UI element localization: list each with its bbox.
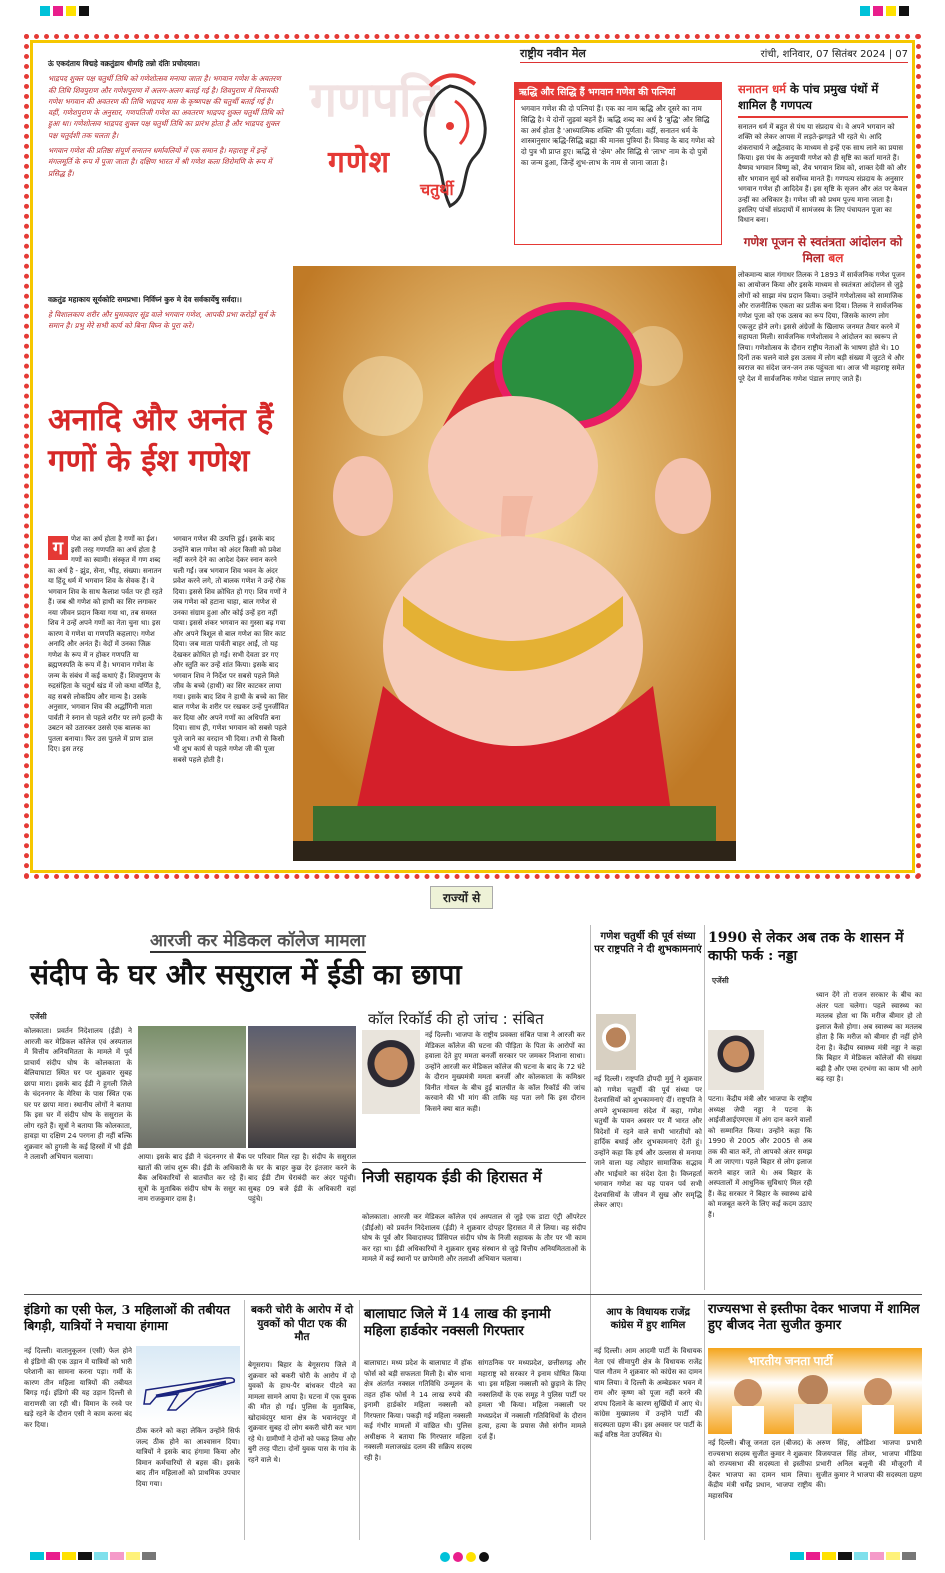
logo-subtitle: चतुर्थी [420,180,454,199]
lead-col-2: आया। इसके बाद ईडी ने चंदननगर से बैंक खातों की जांच शुरू की। ईडी के अधिकारी बैंक अधिकारियों से बातचीत कर रहे हैं। सूत्रों के मुताबिक संदीप घोष के ससुर का नाम राजकुमार दास है। [138,1153,246,1203]
nadda-photo [708,1030,764,1090]
nadda-headline: 1990 से लेकर अब तक के शासन में काफी फर्क : नड्डा [708,930,904,964]
bjd-text-2: अरुण सिंह, ओडिशा भाजपा प्रभारी विजयपाल सिंह तोमर, भाजपा मीडिया प्रभारी अनिल बलूनी की मौजूदगी में सुजीत कुमार ने भाजपा की सदस्यता ग्रहण की। [816,1439,922,1489]
mantra-meaning: हे विशालकाय शरीर और घुमावदार सूंड वाले भगवान गणेश, आपकी प्रभा करोड़ों सूर्य के समान है। प्रभु मेरे सभी कार्य को बिना विघ्न के पूरा करें। [48,309,276,330]
ganpatya-text: सनातन धर्म में बहुत से पंथ या संप्रदाय थे। वे अपने भगवान को शक्ति को लेकर आपस में लड़ते-झगड़ते भी रहते थे। आदि शंकराचार्य ने अद्वैतवाद के माध्यम से इन्हें एक साथ लाने का प्रयास किया। इस पंथ के अनुयायी गणेश को ही सृष्टि का कर्ता मानते हैं। वैष्णव भगवान विष्णु को, शैव भगवान शिव को, शाक्त देवी को और सौर भगवान सूर्य को सर्वोच्च मानते हैं। गणपत्य संप्रदाय के अनुसार भगवान गणेश ही आदिदेव हैं। इस सृष्टि के सृजन और अंत पर केवल उन्हीं का अधिकार है। गणेश जी को प्रथम पूज्य माना जाता है। इसलिए पांचों संप्रदायों में सामंजस्य के लिए पंचायतन पूजा का विधान बना। [738,123,908,225]
ganesh-idol-image [293,266,736,861]
party-banner-text: भारतीय जनता पार्टी [748,1354,833,1368]
balaghat-text-2: सांगठनिक पर मध्यप्रदेश, छत्तीसगढ़ और महाराष्ट्र को सरकार ने इनाम घोषित किया था। इस महिला नक्सली को छुड़ाने के लिए नक्सलियों के एक समूह ने पुलिस पार्टी पर हमला भी किया। महिला नक्सली पर मध्यप्रदेश में नक्सली गतिविधियों के दौरान हत्या, हत्या के प्रयास जैसे संगीन मामले दर्ज हैं। [478,1359,586,1441]
lead-byline: एजेंसी [30,1012,47,1021]
special-article [48,534,290,765]
ed-custody-headline: निजी सहायक ईडी की हिरासत में [362,1168,542,1186]
riddhi-siddhi-box [514,82,722,245]
ed-raid-photo-2 [248,1026,356,1148]
footer-colorbar-right [790,1552,916,1560]
mantra-quote: वक्रतुंड महाकाय सूर्यकोटि समप्रभा। निर्विघ्नं कुरु मे देव सर्वकार्येषु सर्वदा।। [48,295,242,304]
dropcap: ग [48,536,68,560]
intro-text [48,58,286,183]
ed-raid-photo-1 [138,1026,246,1148]
bjd-text: नई दिल्ली। बीजू जनता दल (बीजद) के राज्यसभा सदस्य सुजीत कुमार ने शुक्रवार को राज्यसभा की सदस्यता से इस्तीफा देकर भाजपा का दामन थाम लिया। केंद्रीय मंत्री धर्मेंद्र प्रधान, भाजपा राष्ट्रीय महासचिव [708,1439,812,1500]
paper-name: राष्ट्रीय नवीन मेल [520,47,586,60]
section-label: राज्यों से [430,886,493,909]
sambit-text: नई दिल्ली। भाजपा के राष्ट्रीय प्रवक्ता संबित पात्रा ने आरजी कर मेडिकल कॉलेज की घटना की पीड़िता के पिता के आरोपों का हवाला देते हुए ममता बनर्जी सरकार पर जमकर निशाना साधा। उन्होंने आरजी कर मेडिकल कॉलेज की घटना के बाद के 72 घंटे के दौरान मुख्यमंत्री ममता बनर्जी और कोलकाता के कमिश्नर विनीत गोयल के बीच हुई बातचीत के कॉल रिकॉर्ड की जांच करवाने की भी मांग की ताकि यह पता लगे कि इस दौरान किसने क्या बात कही। [425,1031,585,1113]
intro-mantra: ऊं एकदंताय विद्महे वक्रतुंडाय धीमहि तन्नो दंतिः प्रचोदयात। [48,59,201,68]
logo-title: गणेश [328,145,390,180]
balaghat-headline: बालाघाट जिले में 14 लाख की इनामी महिला हार्डकोर नक्सली गिरफ्तार [364,1306,551,1339]
mantra-box [48,295,286,332]
right-column [738,82,908,384]
sambit-patra-photo [362,1030,420,1114]
nadda-text: पटना। केंद्रीय मंत्री और भाजपा के राष्ट्रीय अध्यक्ष जेपी नड्डा ने पटना के आईजीआईएमएस में अंग दान करने वालों को सम्मानित किया। उन्होंने कहा कि 1990 से 2005 और 2005 से अब तक की बात करें, तो आपको अंतर समझ में आ जाएगा। पहले बिहार से लोग इलाज कराने बाहर जाते थे। अब बिहार के अस्पतालों में आधुनिक सुविधाएं मिल रही हैं। केंद्र सरकार ने बिहार के स्वास्थ्य ढांचे को मजबूत करने के लिए कई कदम उठाए हैं। [708,1095,812,1219]
registration-marks-top-right [860,6,909,16]
registration-marks-top [40,6,89,16]
vrule-1 [590,925,591,1540]
indigo-headline: इंडिगो का एसी फेल, 3 महिलाओं की तबीयत बिगड़ी, यात्रियों ने मचाया हंगामा [24,1302,230,1333]
indigo-text: नई दिल्ली। वातानुकूलन (एसी) फेल होने से इंडिगो की एक उड़ान में यात्रियों को भारी परेशानी का सामना करना पड़ा। गर्मी के कारण तीन महिला यात्रियों की तबीयत बिगड़ गई। इंडिगो की यह उड़ान दिल्ली से वाराणसी जा रही थी। विमान के रनवे पर खड़े रहने के दौरान एसी ने काम करना बंद कर दिया। [24,1347,132,1429]
goat-text: बेगूसराय। बिहार के बेगूसराय जिले में शुक्रवार को बकरी चोरी के आरोप में दो युवकों के हाथ-पैर बांधकर पीटने का मामला सामने आया है। घटना में एक युवक की मौत हो गई। पुलिस के मुताबिक, खोदावंदपुर थाना क्षेत्र के भवानंदपुर में शुक्रवार सुबह दो लोग बकरी चोरी कर भाग रहे थे। ग्रामीणों ने दोनों को पकड़ लिया और बुरी तरह पीटा। दोनों युवक पास के गांव के रहने वाले थे। [248,1361,356,1464]
vrule-4 [359,1300,360,1540]
rule-ed [362,1162,586,1163]
bjd-headline: राज्यसभा से इस्तीफा देकर भाजपा में शामिल हुए बीजद नेता सुजीत कुमार [708,1302,920,1334]
lead-col-1: कोलकाता। प्रवर्तन निदेशालय (ईडी) ने आरजी कर मेडिकल कॉलेज एवं अस्पताल में वित्तीय अनियमितता के मामले में पूर्व प्राचार्य संदीप घोष के कोलकाता के बेलियाघाटा स्थित घर पर शुक्रवार सुबह छापा मारा। इसके बाद ईडी ने हुगली जिले के चंदननगर के मेरिया के पास स्थित एक घर पर छापा मारा। स्थानीय लोगों ने बताया कि इस घर में संदीप घोष के ससुराल के लोग रहते हैं। सूत्रों ने बताया कि कोलकाता, हावड़ा या दक्षिण 24 परगना ही नहीं बल्कि शुक्रवार को हुगली के कई हिस्सों में भी ईडी ने तलाशी अभियान चलाया। [24,1027,132,1161]
vrule-3 [244,1300,245,1540]
nadda-text-2: ध्यान देंगे तो राजन सरकार के बीच का अंतर पता चलेगा। पहले स्वास्थ्य का मतलब होता था कि मरीज बीमार हो तो इलाज कैसे होगा। अब स्वास्थ्य का मतलब होता है कि मरीज को बीमार ही नहीं होने देना है। केंद्रीय स्वास्थ्य मंत्री नड्डा ने कहा कि बिहार में मेडिकल कॉलेजों की संख्या बढ़ी है और एम्स दरभंगा का काम भी आगे बढ़ रहा है। [816,991,922,1083]
indigo-text-2: ठीक करने को कहा लेकिन उन्होंने सिर्फ जल्द ठीक होने का आश्वासन दिया। यात्रियों ने इसके बाद हंगामा किया और विमान कर्मचारियों से बहस की। इसके बाद तीन महिलाओं को प्राथमिक उपचार दिया गया। [136,1427,240,1488]
goat-headline: बकरी चोरी के आरोप में दो युवकों को पीटा एक की मौत [250,1304,354,1344]
ed-custody-text: कोलकाता। आरजी कर मेडिकल कॉलेज एवं अस्पताल से जुड़े एक डाटा एंट्री ऑपरेटर (डीईओ) को प्रवर्तन निदेशालय (ईडी) ने शुक्रवार दोपहर हिरासत में ले लिया। वह संदीप घोष के पूर्व और विवादास्पद प्रिंसिपल संदीप घोष के निजी सहायक के तौर पर भी काम कर रहा था। ईडी अधिकारियों ने शुक्रवार सुबह संस्थान से जुड़े वित्तीय अनियमितताओं के मामले में कई स्थानों पर छापेमारी और तलाशी अभियान चलाया। [362,1213,586,1263]
svg-text:गणपति: गणपति [310,72,439,128]
president-photo [596,1014,636,1070]
ganpatya-heading: सनातन धर्म के पांच प्रमुख पंथों में शामिल है गणपत्य [738,82,908,118]
special-main-title: अनादि और अनंत हैं गणों के ईश गणेश [48,402,274,479]
bjd-joining-photo [708,1348,922,1434]
vrule-2 [704,925,705,1290]
special-article-col-2: भगवान गणेश की उत्पत्ति हुई। इसके बाद उन्होंने बाल गणेश को अंदर किसी को प्रवेश नहीं करने देने का आदेश देकर स्नान करने चली गईं। जब भगवान शिव भवन के अंदर प्रवेश करने लगे, तो बालक गणेश ने उन्हें रोक दिया। इससे शिव क्रोधित हो गए। शिव गणों ने जब गणेश को हटाना चाहा, बाल गणेश से उनका संग्राम हुआ और कोई उन्हें हरा नहीं पाया। इससे शंकर भगवान का गुस्सा बढ़ गया और अपने त्रिशूल से बाल गणेश का सिर काट दिया। जब माता पार्वती बाहर आईं, तो यह देखकर क्रोधित हो गईं। सभी देवता डर गए और स्तुति कर उन्हें शांत किया। इसके बाद भगवान शिव ने निर्देश पर सबसे पहले मिले जीव के बच्चे (हाथी) का सिर काटकर लाया गया। इसके बाद शिव ने हाथी के बच्चे का सिर बाल गणेश के शरीर पर रखकर उन्हें पुनर्जीवित कर दिया और अपने गणों का अधिपति बना दिया। साथ ही, गणेश भगवान को सबसे पहले पूजे जाने का वरदान भी दिया। तभी से किसी भी शुभ कार्य से पहले गणेश जी की पूजा सबसे पहले होती है। [173,535,289,764]
masthead [520,46,908,61]
footer-colorbar-left [30,1552,156,1560]
president-headline: गणेश चतुर्थी की पूर्व संध्या पर राष्ट्रपति ने दी शुभकामनाएं [594,931,702,955]
rule-bottom-row [24,1294,922,1295]
vrule-5 [704,1300,705,1540]
riddhi-siddhi-title: ऋद्धि और सिद्धि हैं भगवान गणेश की पत्नियां [515,83,721,100]
intro-paragraph-1: भाद्रपद शुक्ल पक्ष चतुर्थी तिथि को गणेशोत्सव मनाया जाता है। भगवान गणेश के अवतरण की तिथि शिवपुराण और गणेशपुराण में अलग-अलग बताई गई है। शिवपुराण में विनायकी गणेश भगवान की अवतरण की तिथि भाद्रपद मास के कृष्णपक्ष की चतुर्थी बताई गई है। वहीं, गणेशपुराण के अनुसार, गणपतिजी गणेश का अवतरण भाद्रपद शुक्ल चतुर्थी तिथि को हुआ था। गणेशोत्सव भाद्रपद शुक्ल पक्ष चतुर्थी तिथि का प्रारंभ होता है और भाद्रपद शुक्ल पक्ष चतुर्दशी तक चलता है। [48,74,283,140]
date-line: रांची, शनिवार, 07 सितंबर 2024 | 07 [760,49,908,60]
footer-registration-center [440,1552,489,1562]
aap-text: नई दिल्ली। आम आदमी पार्टी के विधायक नेता एवं सीमापुरी क्षेत्र के विधायक राजेंद्र पाल गौतम ने शुक्रवार को कांग्रेस का दामन थाम लिया। वे दिल्ली के अम्बेडकर भवन में राम और कृष्ण को पूजा नहीं करने की शपथ दिलाने के कारण सुर्खियों में आए थे। कांग्रेस मुख्यालय में उन्होंने पार्टी की सदस्यता ग्रहण की। इस अवसर पर पार्टी के कई वरिष्ठ नेता उपस्थित थे। [594,1347,702,1439]
nadda-byline: एजेंसी [712,976,729,985]
aap-headline: आप के विधायक राजेंद्र कांग्रेस में हुए शामिल [606,1307,690,1331]
sambit-subheadline: कॉल रिकॉर्ड की हो जांच : संबित [368,1010,544,1028]
freedom-heading: गणेश पूजन से स्वतंत्रता आंदोलन को मिला बल [743,234,903,265]
president-text: नई दिल्ली। राष्ट्रपति द्रौपदी मुर्मु ने शुक्रवार को गणेश चतुर्थी की पूर्व संध्या पर देशवासियों को शुभकामनाएं दीं। राष्ट्रपति ने अपने शुभकामना संदेश में कहा, गणेश चतुर्थी के पावन अवसर पर मैं भारत और विदेशों में रहने वाले सभी भारतीयों को हार्दिक बधाई और शुभकामनाएं देती हूं। उन्होंने कहा कि हर्ष और उल्लास से मनाया जाने वाला यह त्योहार सामाजिक सद्भाव और भाईचारे का संदेश देता है। विघ्नहर्ता भगवान गणेश का यह पावन पर्व सभी देशवासियों के जीवन में सुख और समृद्धि लेकर आए। [594,1075,702,1209]
special-article-col-1: ग णेश का अर्थ होता है गणों का ईश। इसी तरह गणपति का अर्थ होता है गणों का स्वामी। संस्कृत में गण शब्द का अर्थ है - झुंड, सेना, भीड़, संख्या। सनातन या हिंदू धर्म में भगवान शिव के सेवक हैं। वे भगवान शिव के साथ कैलाश पर्वत पर ही रहते हैं। जब श्री गणेश को हाथी का सिर लगाकर नया जीवन प्रदान किया गया था, तब समस्त शिव ने उन्हें अपने गणों का नेता चुना था। इस कारण वे गणेश या गणपति कहलाए। गणेश अनादि और अनंत हैं। वेदों में उनका जिक्र गणेश के रूप में न होकर गणपति या ब्रह्मणस्पति के रूप में है। भगवान गणेश के जन्म के संबंध में कई कथाएं हैं। शिवपुराण के रुद्रसंहिता के चतुर्थ खंड में जो कथा वर्णित है, वह सबसे लोकप्रिय और मान्य है। उसके अनुसार, भगवान शिव की अर्द्धांगिनी माता पार्वती ने स्नान से पहले शरीर पर लगे हल्दी के उबटन को उतारकर उससे एक बालक का पुतला बनाया। फिर उस पुतले में प्राण डाल दिए। इस तरह [48,535,163,753]
balaghat-text: बालाघाट। मध्य प्रदेश के बालाघाट में हॉक फोर्स को बड़ी सफलता मिली है। बोरु थाना क्षेत्र अंतर्गत नक्सल गतिविधि उन्मूलन के तहत हॉक फोर्स ने 14 लाख रुपये की इनामी हार्डकोर महिला नक्सली को गिरफ्तार किया। पकड़ी गई महिला नक्सली कई गंभीर मामलों में वांछित थी। पुलिस अधीक्षक ने बताया कि गिरफ्तार महिला नक्सली मलाजखंड दलम की सक्रिय सदस्य रही है। [364,1359,472,1462]
indigo-plane-photo [136,1346,240,1422]
lead-kicker: आरजी कर मेडिकल कॉलेज मामला [150,928,366,953]
lead-headline: संदीप के घर और ससुराल में ईडी का छापा [30,958,462,991]
freedom-text: लोकमान्य बाल गंगाधर तिलक ने 1893 में सार्वजनिक गणेश पूजन का आयोजन किया और इसके माध्यम से स्वतंत्रता आंदोलन से जुड़े लोगों को साझा मंच प्रदान किया। उन्होंने गणेशोत्सव को सामाजिक और राजनीतिक एकता का प्रतीक बना दिया। तिलक ने सार्वजनिक गणेश पूजा को एक उत्सव का रूप दिया, जिसके कारण लोग एकजुट होने लगे। इससे अंग्रेजों के खिलाफ जनमत तैयार करने में सहायता मिली। सार्वजनिक गणेशोत्सव ने आंदोलन का स्वरूप ले लिया। गणेशोत्सव के दौरान राष्ट्रीय नेताओं के भाषण होते थे। 10 दिनों तक चलने वाले इस उत्सव में लोग बड़ी संख्या में जुटते थे और स्वराज का संदेश जन-जन तक पहुंचता था। आज भी महाराष्ट्र समेत पूरे देश में सार्वजनिक गणेश पंडाल लगाए जाते हैं। [738,271,905,383]
lead-col-3: पर परिवार मिल रहा है। संदीप के ससुराल के घर के बाहर कुछ देर इंतजार करने के बाद ईडी टीम घेराबंदी कर अंदर पहुंची। सुबह 09 बजे ईडी के अधिकारी वहां पहुंचे। [248,1153,356,1203]
intro-paragraph-2: भगवान गणेश की प्रतिष्ठा संपूर्ण सनातन धर्मावलियों में एक समान है। महाराष्ट्र में इन्हें मंगलमूर्ति के रूप में पूजा जाता है। दक्षिण भारत में श्री गणेश कला शिरोमणि के रूप में प्रसिद्ध हैं। [48,146,272,178]
riddhi-siddhi-text: भगवान गणेश की दो पत्नियां हैं। एक का नाम ऋद्धि और दूसरे का नाम सिद्धि है। ये दोनों जुड़वां बहनें हैं। ऋद्धि शब्द का अर्थ है 'बुद्धि' और सिद्धि का अर्थ होता है 'आध्यात्मिक शक्ति' की पूर्णता। वहीं, सनातन धर्म के शास्त्रानुसार ऋद्धि-सिद्धि ब्रह्मा की मानस पुत्रियां हैं। विवाह के बाद गणेश को दो पुत्र भी प्राप्त हुए। ऋद्धि से 'क्षेम' और सिद्धि से 'लाभ' नाम के दो पुत्रों का जन्म हुआ, जिन्हें शुभ-लाभ के नाम से जाना जाता है। [521,104,715,167]
